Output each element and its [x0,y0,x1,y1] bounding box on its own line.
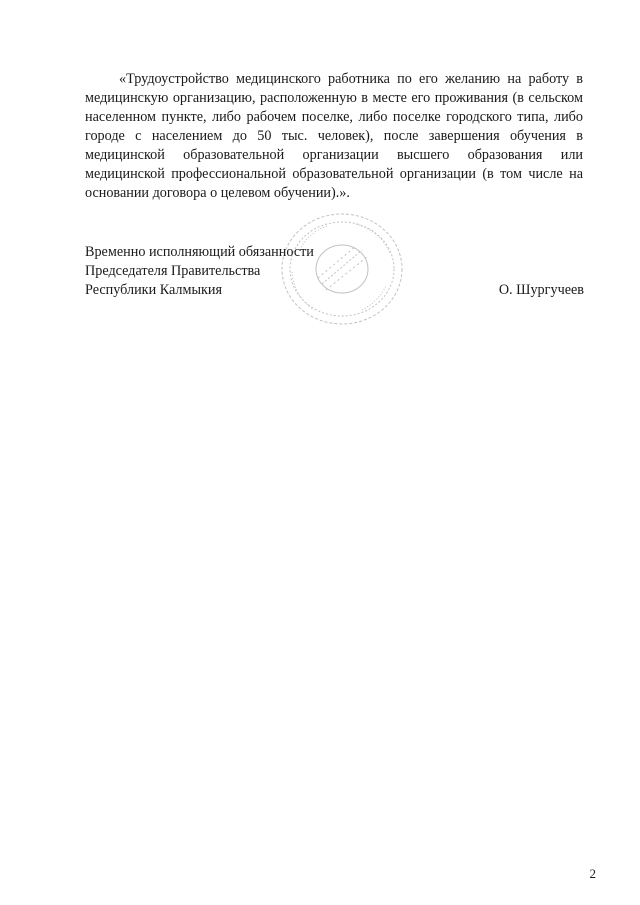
signatory-position-line-2: Председателя Правительства [85,263,261,279]
signatory-position-line-1: Временно исполняющий обязанности [85,244,314,260]
page-number: 2 [589,866,596,881]
signatory-name: О. Шургучеев [498,282,584,298]
signature-block [85,243,314,300]
document-paragraph: «Трудоустройство медицинского работника по его желанию на работу в медицинскую организацию, расположенную в месте его проживания (в сельском населенном пункте, либо рабочем поселке, либо поселке городского типа, либо городе с населением до 50 тыс. человек), после завершения обучения в медицинской образовательной организации высшего образования или медицинской профессиональной образовательной организации (в том числе на основании договора о целевом обучении).». [85,71,583,201]
signatory-position-line-3: Республики Калмыкия [85,282,223,298]
